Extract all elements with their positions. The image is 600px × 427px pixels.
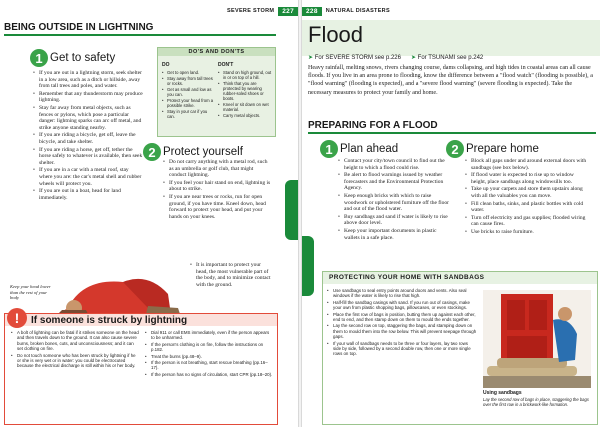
step1-heading (30, 49, 115, 67)
list-item: • If you feel your hair stand on end, lightning is about to strike. (163, 180, 271, 193)
list-item: • Kneel or sit down on wet material. (218, 102, 272, 112)
prepare-list (465, 158, 589, 237)
list-item: • Stay far away from metal objects, such as fences or pylons, which pose a particular danger: lightning sparks can arc off metal, and strike anyone standing nearby. (33, 105, 143, 131)
prepare-heading (446, 140, 539, 158)
left-header (227, 6, 298, 16)
list-item: • If you are out in a boat, head for land immediately. (33, 188, 143, 201)
step2-title: Protect yourself (163, 146, 243, 159)
plan-title: Plan ahead (340, 143, 399, 156)
sandbags-box (322, 271, 598, 425)
step2-number: 2 (143, 143, 161, 161)
list-item: • Turn off electricity and gas supplies; flooded wiring can cause fires. (465, 215, 589, 228)
left-header-section: SEVERE STORM (227, 8, 275, 14)
step1-list (33, 70, 143, 202)
list-item: • Use sandbags to seal entry points around doors and vents. Also seal windows if the water is likely to rise that high. (327, 288, 477, 299)
list-item: • Treat the burns (pp.48–9). (145, 354, 273, 359)
list-item: • Use bricks to raise furniture. (465, 229, 589, 236)
right-header (302, 6, 390, 16)
list-item: • Stay away from tall trees or rocks. (162, 76, 216, 86)
list-item: • Get to open land. (162, 70, 216, 75)
do-column (162, 62, 216, 120)
list-item: • If the person has no signs of circulation, start CPR (pp.18–20). (145, 372, 273, 377)
list-item: • Contact your city/town council to find out the height to which a flood could rise. (338, 158, 450, 171)
step1-title: Get to safety (50, 52, 116, 65)
alert-col2 (145, 330, 273, 378)
list-item: • A bolt of lightning can be fatal if it strikes someone on the head and then travels down to the ground. It can also cause severe burns, broken bones, cuts, and unconsciousness; and it can set clothing on fire. (11, 330, 139, 352)
list-item: • Take up your carpets and store them upstairs along with all the valuables you can move. (465, 186, 589, 199)
list-item: • If the person is not breathing, start rescue breathing (pp.16–17). (145, 360, 273, 371)
dont-label: DON'T (218, 62, 234, 68)
warning-icon: ! (7, 308, 27, 328)
sandbags-caption: Lay the second row of bags in place, staggering the bags over the first row in a brickwork-like formation. (483, 397, 589, 407)
page-title: Flood (308, 22, 364, 47)
list-item: • If you are out in a lightning storm, seek shelter in a low area, such as a ditch or hillside, away from tall trees and poles, and water. (33, 70, 143, 90)
ref-link[interactable]: ➤ For SEVERE STORM see p.226 (308, 55, 401, 61)
list-item: • Stand on high ground, out in or on top of a hill. (218, 70, 272, 80)
list-item: • Protect your head from a possible strike. (162, 98, 216, 108)
cross-references (308, 54, 483, 61)
plan-heading (320, 140, 398, 158)
sandbags-list (327, 288, 477, 358)
edge-tab (285, 180, 298, 240)
plan-list (338, 158, 450, 242)
list-item: • If you are riding a horse, get off, tether the horse safely to whatever is available, then seek shelter. (33, 147, 143, 167)
list-item: • Dial 911 or call EMS immediately, even if the person appears to be unharmed. (145, 330, 273, 341)
left-page (0, 0, 298, 427)
dont-column (218, 62, 272, 119)
step2-list (163, 159, 271, 221)
list-item: • If flood water is expected to rise up to window height, place sandbags along windowsills too. (465, 172, 589, 185)
list-item: • If you are in a car with a metal roof, stay where you are: the car's metal shell and rubber wheels will protect you. (33, 167, 143, 187)
list-item: • Think that you are protected by wearing rubber-soled shoes or boots. (218, 81, 272, 101)
list-item: • Keep your important documents in plastic wallets in a safe place. (338, 228, 450, 241)
list-item: • Half-fill the sandbag casings with sand. If you run out of casings, make your own from plastic shopping bags, pillowcases, or even stockings. (327, 300, 477, 311)
dos-donts-title: DO'S AND DON'TS (158, 48, 275, 56)
intro-text: Heavy rainfall, melting snows, rivers changing course, dams collapsing, and high tides in coastal areas can all cause floods. If you live in an area prone to flooding, know the difference between a "flood watch" (flooding is possible), a "flood warning" (flooding is expected), and a "severe flood warning" (severe flooding is expected). Take the necessary measures to protect your family and home. (308, 65, 593, 96)
prepare-number: 2 (446, 140, 464, 158)
list-item: • Block all gaps under and around external doors with sandbags (see box below). (465, 158, 589, 171)
sandbag-door-photo (483, 290, 591, 388)
list-item: • Keep enough bricks with which to raise woodwork or upholstered furniture off the floor and out of the flood water. (338, 193, 450, 213)
list-item: • Do not touch someone who has been struck by lightning if he or she is very wet or in water: you could be electrocuted because the electrical discharge is still within his or her body. (11, 353, 139, 369)
list-item: • Stay in your car if you can. (162, 109, 216, 119)
list-item: • Carry metal objects. (218, 113, 272, 118)
list-item: • If your wall of sandbags needs to be three or four layers, lay two rows side by side, followed by a second double row, then one or more single rows on top. (327, 341, 477, 357)
list-item: • If the person's clothing is on fire, follow the instructions on p.182. (145, 342, 273, 353)
list-item: • Be alert to flood warnings issued by weather forecasters and the Environmental Protection Agency. (338, 172, 450, 192)
step1-number: 1 (30, 49, 48, 67)
list-item: • It is important to protect your head, the most vulnerable part of the body, and to minimize contact with the ground. (190, 262, 272, 288)
alert-col1 (11, 330, 139, 370)
step2-list-extra (190, 262, 272, 289)
plan-number: 1 (320, 140, 338, 158)
alert-title: If someone is struck by lightning (31, 315, 188, 326)
do-label: DO (162, 62, 170, 68)
prepare-title: Prepare home (466, 143, 539, 156)
lightning-strike-alert (4, 310, 278, 425)
list-item: • Do not carry anything with a metal rod, such as an umbrella or golf club, that might conduct lightning. (163, 159, 271, 179)
list-item: • Get as small and low as you can. (162, 87, 216, 97)
sandbags-title: PROTECTING YOUR HOME WITH SANDBAGS (323, 272, 597, 284)
right-header-section: NATURAL DISASTERS (325, 8, 390, 14)
list-item: • Fill clean baths, sinks, and plastic bottles with cold water. (465, 201, 589, 214)
right-page (302, 0, 600, 427)
photo-caption: Keep your head lower than the rest of your body (10, 284, 51, 300)
dos-donts-box (157, 47, 276, 137)
list-item: • Remember that any thunderstorm may produce lightning. (33, 91, 143, 104)
left-page-number: 227 (278, 7, 298, 16)
edge-tab (302, 236, 314, 296)
left-section-title: BEING OUTSIDE IN LIGHTNING (4, 22, 276, 36)
list-item: • Place the first row of bags in position, butting them up against each other, end to end, and then stamp down on them to mould the ends together. (327, 312, 477, 323)
list-item: • If you are riding a bicycle, get off, leave the bicycle, and take shelter. (33, 132, 143, 145)
list-item: • Buy sandbags and sand if water is likely to rise above door level. (338, 214, 450, 227)
sandbags-caption-title: Using sandbags (483, 390, 522, 396)
list-item: • If you are near trees or rocks, run for open ground, if you have time. Kneel down, head forward to protect your head, and put your hands on your knees. (163, 194, 271, 220)
list-item: • Lay the second row on top, staggering the bags, and stamping down on them to mould them into the row below. This will prevent seepage through gaps. (327, 323, 477, 339)
ref-link[interactable]: ➤ For TSUNAMI see p.242 (410, 55, 484, 61)
right-section-title: PREPARING FOR A FLOOD (308, 120, 596, 134)
right-page-number: 228 (302, 7, 322, 16)
